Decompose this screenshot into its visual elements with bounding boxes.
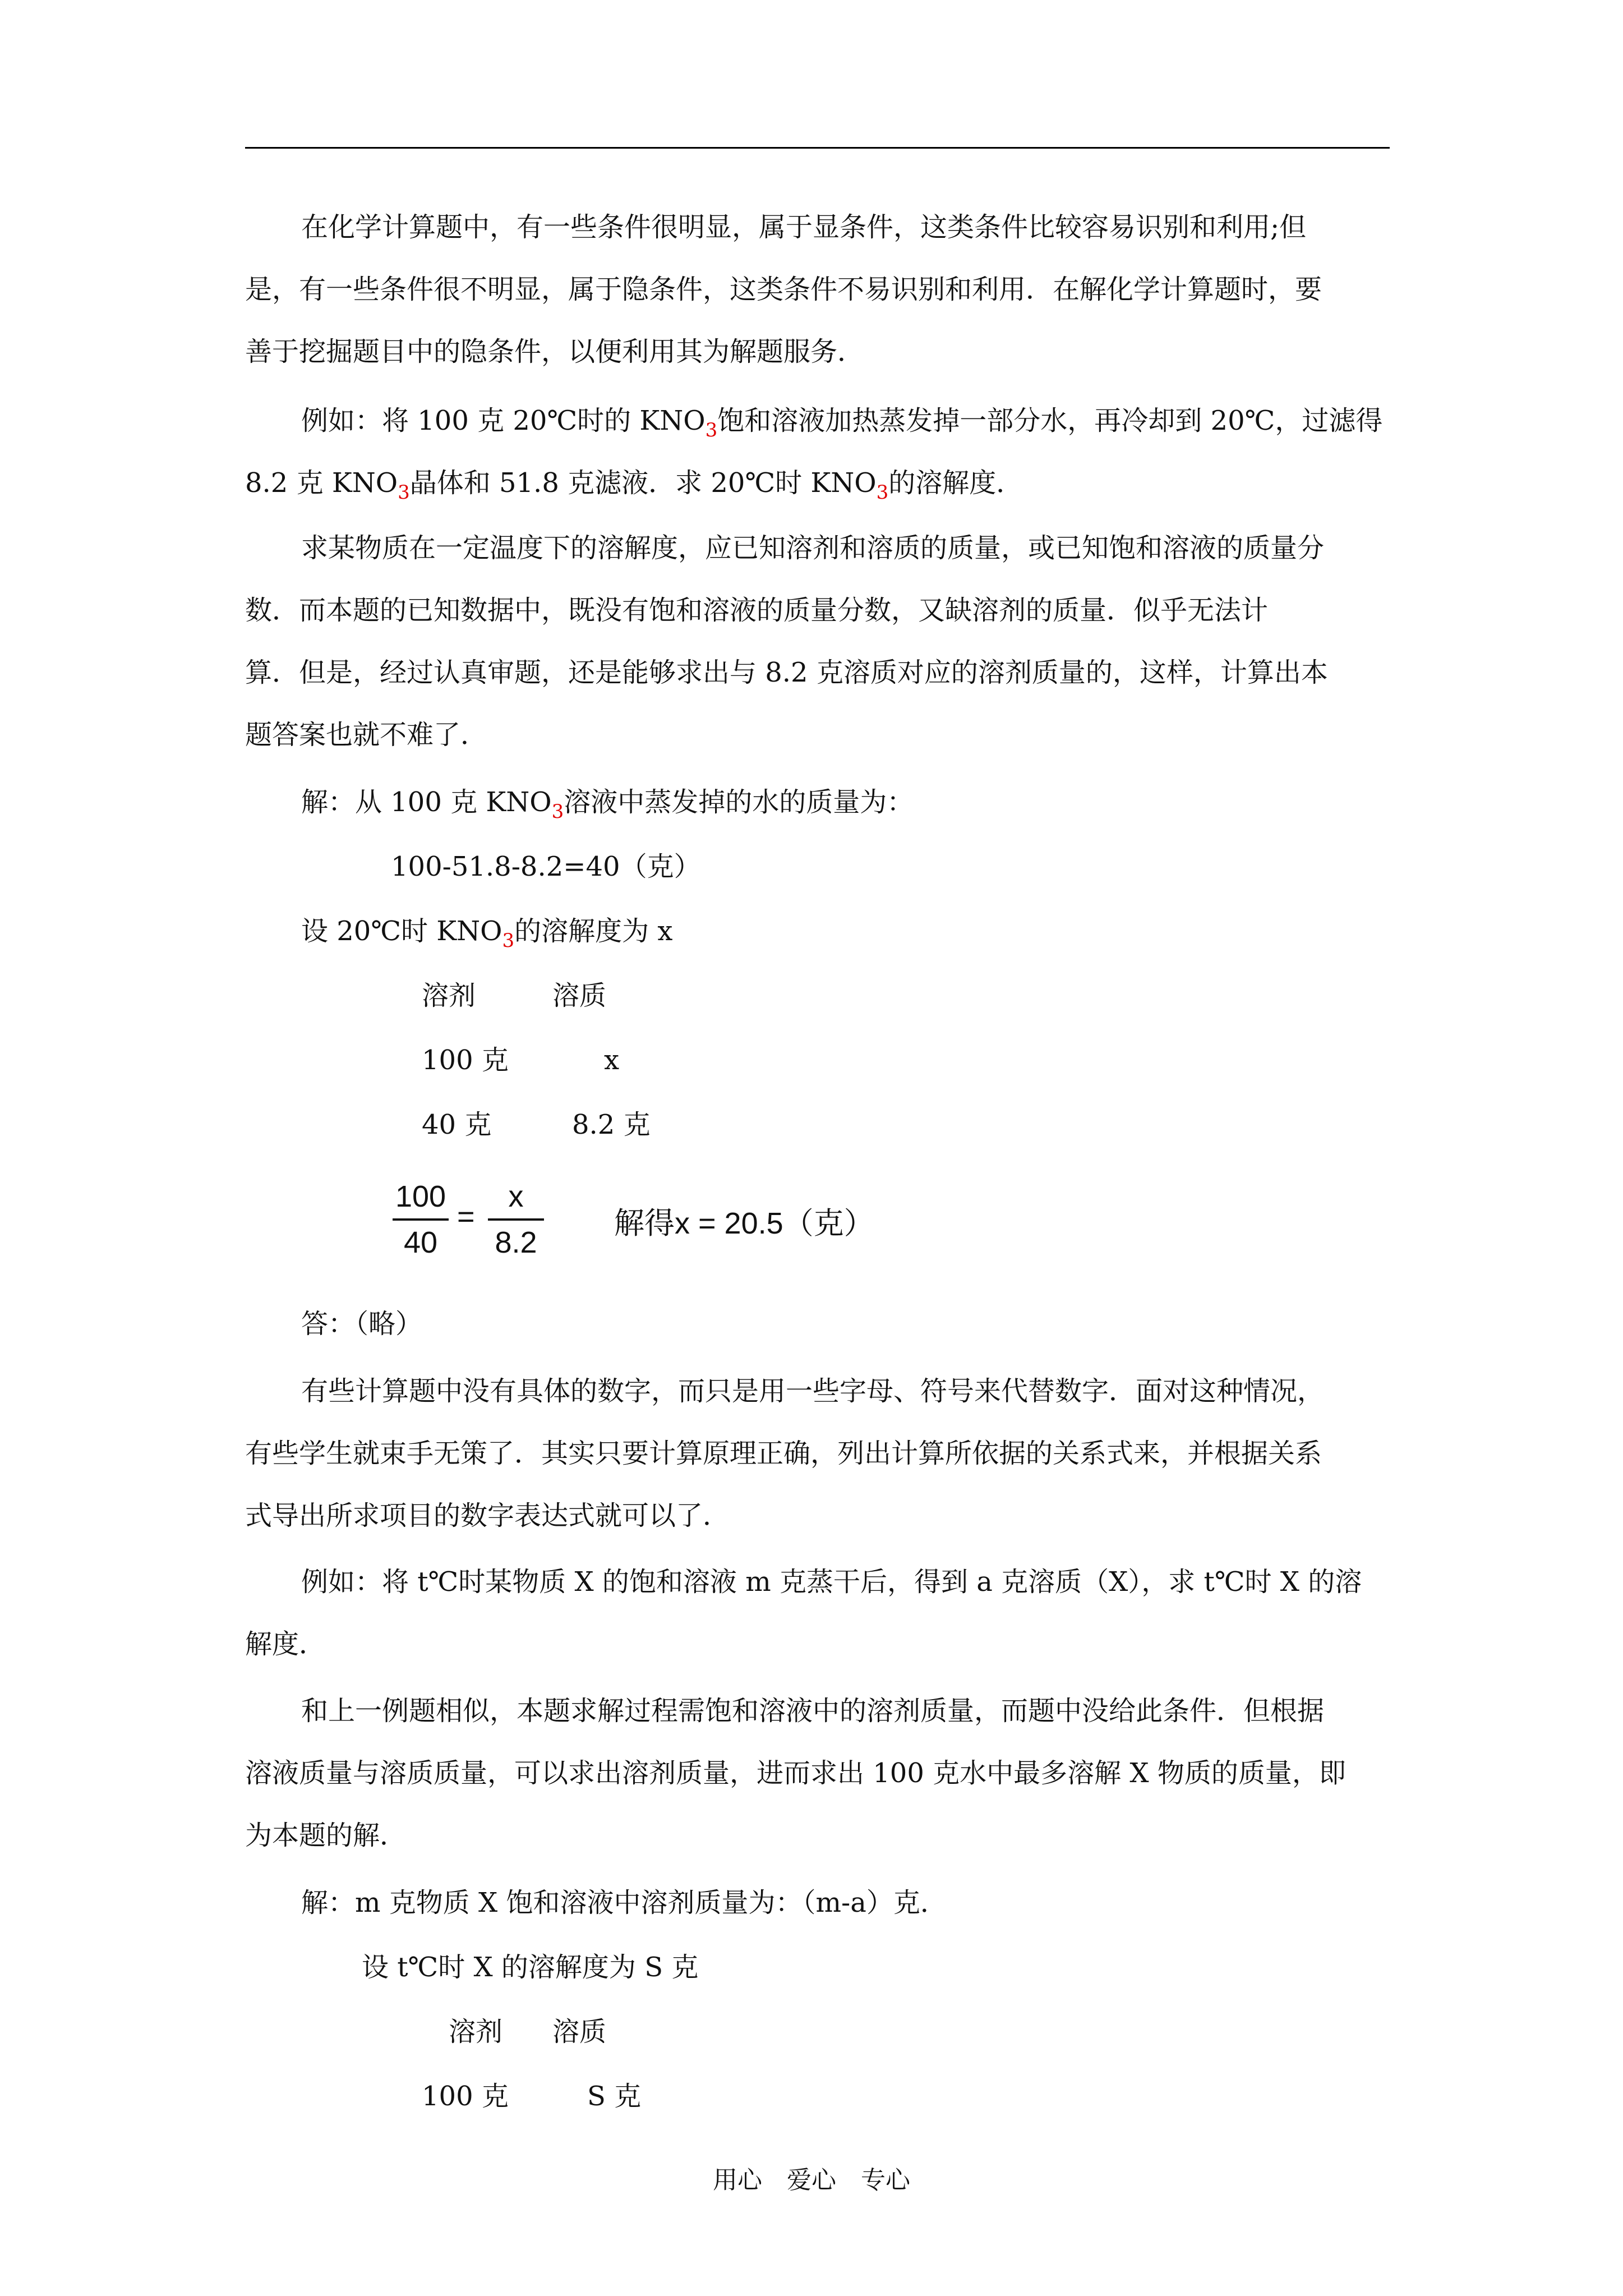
paragraph-2-line-3: 算．但是，经过认真审题，还是能够求出与 8.2 克溶质对应的溶剂质量的，这样，计算出本 bbox=[245, 657, 1328, 688]
table-2-header-solute: 溶质 bbox=[552, 2016, 607, 2047]
table-1-row-2-solvent: 40 克 bbox=[422, 1109, 492, 1140]
paragraph-3-line-3: 式导出所求项目的数字表达式就可以了． bbox=[245, 1500, 730, 1531]
paragraph-1-line-1: 在化学计算题中，有一些条件很明显，属于显条件，这类条件比较容易识别和利用;但 bbox=[301, 211, 1307, 243]
table-1-row-1-solute: x bbox=[604, 1045, 620, 1076]
solution-1-line-1: 解：从 100 克 $KNO_3$溶液中蒸发掉的水的质量为： bbox=[301, 786, 914, 823]
fraction-bar bbox=[488, 1218, 544, 1221]
solution-1-set-variable: 设 20℃时 $KNO_3$的溶解度为 x bbox=[301, 915, 673, 952]
example-1-line-1: 例如：将 100 克 20℃时的 $KNO_3$饱和溶液加热蒸发掉一部分水，再冷却到 20℃，过滤得 bbox=[301, 405, 1383, 441]
subscript: 3 bbox=[551, 800, 564, 823]
paragraph-4-line-1: 和上一例题相似，本题求解过程需饱和溶液中的溶剂质量，而题中没给此条件．但根据 bbox=[301, 1695, 1325, 1727]
table-1-header-solvent: 溶剂 bbox=[422, 980, 476, 1011]
solution-2-set-variable: 设 t℃时 X 的溶解度为 S 克 bbox=[362, 1952, 699, 1983]
subscript: 3 bbox=[502, 930, 515, 952]
solution-1-calculation: 100-51.8-8.2=40（克） bbox=[391, 851, 701, 882]
table-1-row-2-solute: 8.2 克 bbox=[572, 1109, 651, 1140]
subscript: 3 bbox=[876, 481, 889, 504]
page-footer: 用心 爱心 专心 bbox=[713, 2166, 910, 2194]
example-1-line-2: 8.2 克 $KNO_3$晶体和 51.8 克滤液．求 20℃时 $KNO_3$的溶解度． bbox=[245, 467, 1023, 504]
table-2-row-1-solute: S 克 bbox=[587, 2081, 642, 2112]
example-2-line-1: 例如：将 t℃时某物质 X 的饱和溶液 m 克蒸干后，得到 a 克溶质（X），求 t℃时 X 的溶 bbox=[301, 1566, 1362, 1598]
subscript: 3 bbox=[705, 419, 718, 441]
table-2-row-1-solvent: 100 克 bbox=[422, 2081, 509, 2112]
equals-sign: = bbox=[457, 1200, 475, 1234]
table-2-header-solvent: 溶剂 bbox=[449, 2016, 503, 2047]
paragraph-2-line-2: 数．而本题的已知数据中，既没有饱和溶液的质量分数，又缺溶剂的质量．似乎无法计 bbox=[245, 595, 1269, 626]
paragraph-1-line-3: 善于挖掘题目中的隐条件，以便利用其为解题服务． bbox=[245, 336, 865, 367]
header-rule bbox=[245, 147, 1390, 149]
fraction-bar bbox=[393, 1218, 449, 1221]
paragraph-3-line-1: 有些计算题中没有具体的数字，而只是用一些字母、符号来代替数字．面对这种情况， bbox=[301, 1375, 1325, 1407]
paragraph-1-line-2: 是，有一些条件很不明显，属于隐条件，这类条件不易识别和利用．在解化学计算题时，要 bbox=[245, 274, 1322, 305]
answer: 答：（略） bbox=[301, 1308, 423, 1340]
paragraph-3-line-2: 有些学生就束手无策了．其实只要计算原理正确，列出计算所依据的关系式来，并根据关系 bbox=[245, 1438, 1322, 1469]
fraction-left: 100 40 bbox=[393, 1178, 449, 1261]
fraction-right: x 8.2 bbox=[488, 1178, 544, 1261]
paragraph-2-line-1: 求某物质在一定温度下的溶解度，应已知溶剂和溶质的质量，或已知饱和溶液的质量分 bbox=[301, 532, 1325, 564]
paragraph-2-line-4: 题答案也就不难了． bbox=[245, 719, 488, 751]
paragraph-4-line-3: 为本题的解． bbox=[245, 1820, 407, 1851]
table-1-header-solute: 溶质 bbox=[552, 980, 607, 1011]
equation-result: 解得x = 20.5（克） bbox=[614, 1207, 874, 1240]
example-2-line-2: 解度． bbox=[245, 1628, 326, 1660]
paragraph-4-line-2: 溶液质量与溶质质量，可以求出溶剂质量，进而求出 100 克水中最多溶解 X 物质的质量，即 bbox=[245, 1757, 1346, 1789]
table-1-row-1-solvent: 100 克 bbox=[422, 1045, 509, 1076]
solution-2-line-1: 解：m 克物质 X 饱和溶液中溶剂质量为：（m-a）克． bbox=[301, 1887, 947, 1918]
subscript: 3 bbox=[398, 481, 410, 504]
